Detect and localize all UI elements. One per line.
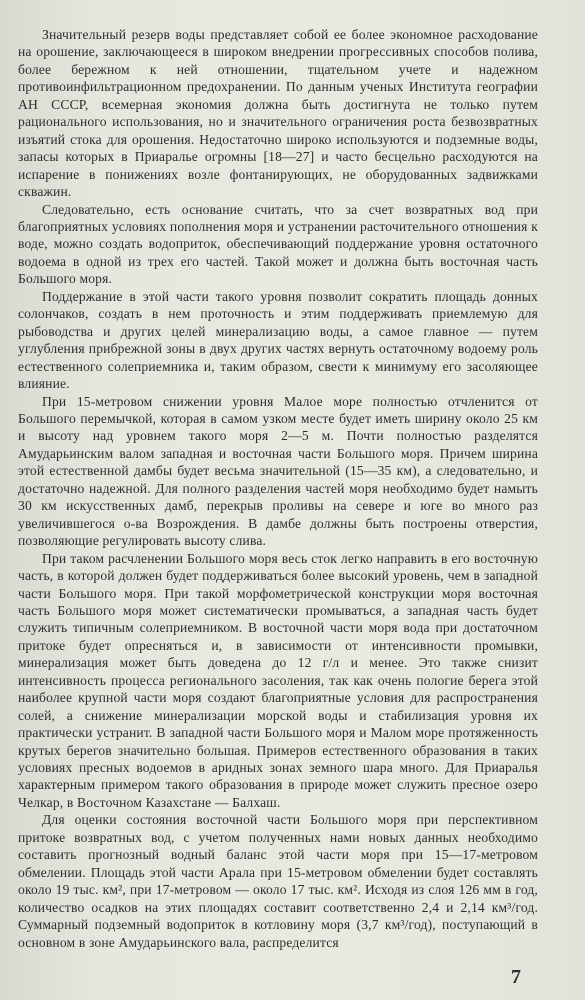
paragraph-1: Значительный резерв воды представляет собой ее более экономное расходование на орошение, заключающееся в широком внедрении прогрессивных способов полива, более бережном к ней отношении, тщательном учете и надежном противоинфильтрационном предохранении. По данным ученых Института географии АН СССР, всемерная экономия должна быть достигнута не только путем рационального использования, но и значительного ограничения роста безвозвратных изъятий стока для орошения. Недостаточно широко используются и подземные воды, запасы которых в Приаралье огромны [18—27] и часто бесцельно расходуются на испарение в понижениях возле фонтанирующих, не оборудованных задвижками скважин. (18, 27, 538, 200)
paragraph-5: При таком расчленении Большого моря весь сток легко направить в его восточную часть, в которой должен будет поддерживаться более высокий уровень, чем в западной части Большого моря. При такой морфометрической конструкции моря восточная часть Большого моря может систематически промываться, а западная часть будет служить типичным солеприемником. В восточной части моря вода при достаточном притоке будет опресняться и, в зависимости от интенсивности промывки, минерализация может быть доведена до 12 г/л и менее. Это также снизит интенсивность процесса регионального засоления, так как очень пологие берега этой наиболее крупной части моря создают благоприятные условия для распространения солей, а снижение минерализации морской воды и стабилизация уровня их практически устранит. В западной части Большого моря и Малом море протяженность крутых берегов значительно большая. Примеров естественного образования в таких условиях пресных водоемов в аридных зонах земного шара много. Для Приаралья характерным примером такого образования в природе может служить пресное озеро Челкар, в Восточном Казахстане — Балхаш. (18, 550, 538, 810)
paragraph-4: При 15-метровом снижении уровня Малое море полностью отчленится от Большого перемычкой, которая в самом узком месте будет иметь ширину около 25 км и высоту над уровнем такого моря 2—5 м. Почти полностью разделятся Амударьинским валом западная и восточная части Большого моря. Причем ширина этой естественной дамбы будет весьма значительной (15—35 км), а следовательно, и достаточно надежной. Для полного разделения частей моря необходимо будет намыть 30 км искусственных дамб, перекрыв проливы на севере и юге во много раз увеличившегося о-ва Возрождения. В дамбе должны быть построены отверстия, позволяющие регулировать высоту слива. (18, 393, 538, 549)
paragraph-6: Для оценки состояния восточной части Большого моря при перспективном притоке возвратных вод, с учетом полученных нами новых данных необходимо составить прогнозный водный баланс этой части моря при 15—17-метровом обмелении. Площадь этой части Арала при 15-метровом обмелении будет составлять около 19 тыс. км², при 17-метровом — около 17 тыс. км². Исходя из слоя 126 мм в год, количество осадков на этих площадях составит соответственно 2,4 и 2,14 км³/год. Суммарный подземный водоприток в котловину моря (3,7 км³/год), поступающий в основном в зоне Амударьинского вала, распределится (18, 812, 538, 950)
body-text (18, 26, 538, 951)
page-number: 7 (511, 966, 521, 988)
paragraph-3: Поддержание в этой части такого уровня позволит сократить площадь донных солончаков, создать в нем проточность и этим поддерживать приемлемую для рыбоводства и других целей минерализацию воды, а самое главное — путем углубления прибрежной зоны в двух других частях вернуть остаточному водоему роль естественного солеприемника и, таким образом, свести к минимуму его засоляющее влияние. (18, 288, 538, 392)
paragraph-2: Следовательно, есть основание считать, что за счет возвратных вод при благоприятных условиях пополнения моря и устранении расточительного отношения к воде, можно создать водоприток, обеспечивающий поддержание уровня остаточного водоема в одной из трех его частей. Такой может и должна быть восточная часть Большого моря. (18, 201, 538, 287)
